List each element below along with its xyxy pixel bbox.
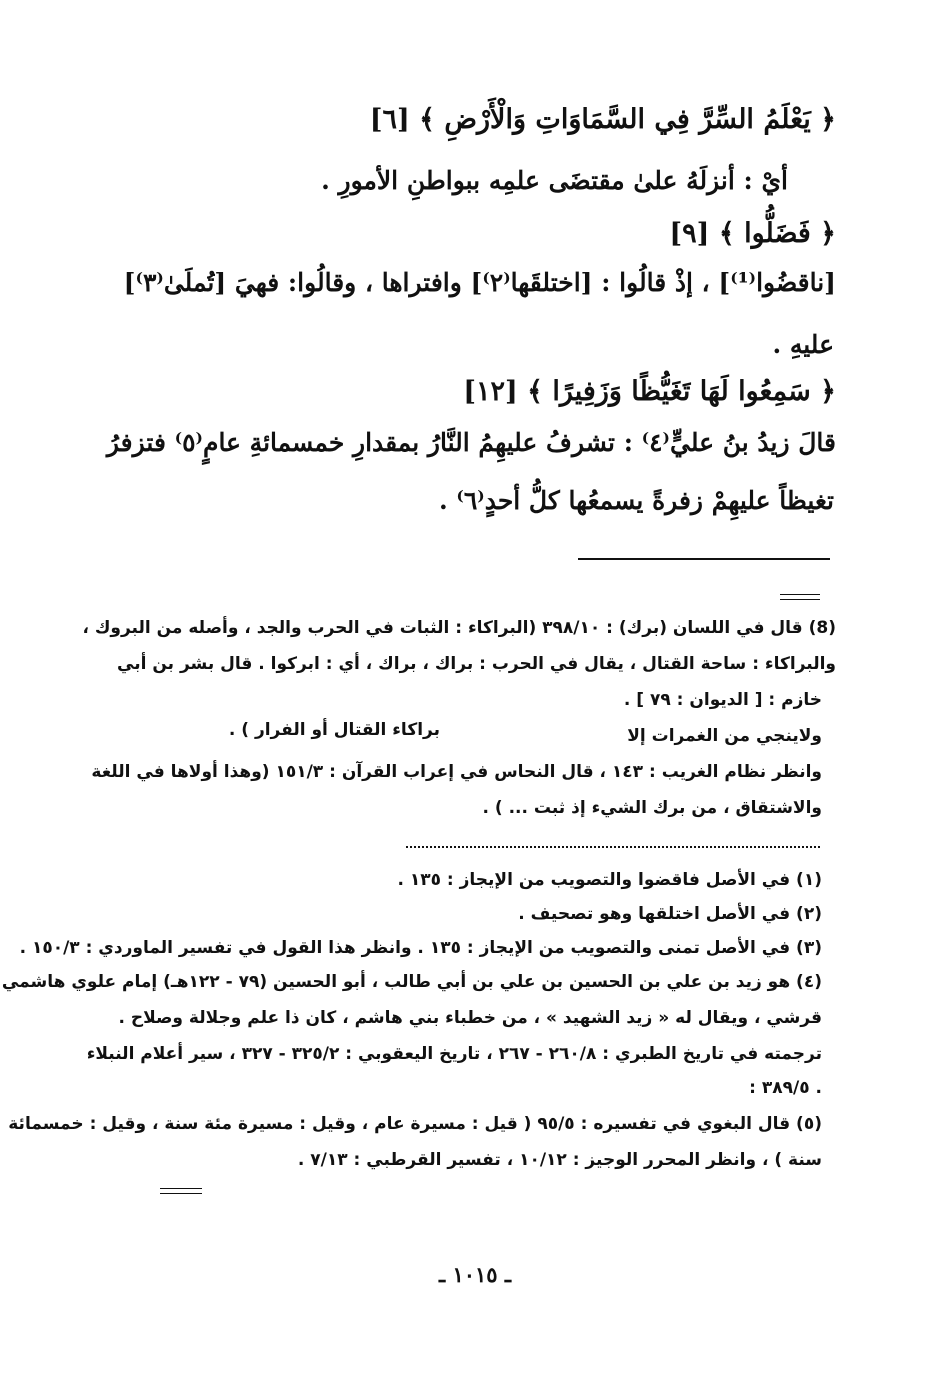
- footnote-3: (٣) في الأصل تمنى والتصويب من الإيجاز : ١٣٥ . وانظر هذا القول في تفسير الماوردي : ١٥٠/٣ .: [19, 938, 822, 958]
- footnote-4-line-1: (٤) هو زيد بن علي بن الحسين بن علي بن أبي طالب ، أبو الحسين (٧٩ - ١٢٢هـ) إمام علوي هاشمي: [1, 972, 822, 992]
- page-number: ـ ١٠١٥ ـ: [438, 1262, 512, 1287]
- poem-hemistich-left: براكاء القتال أو الفرار ) .: [228, 720, 440, 740]
- main-text-separator: [578, 558, 830, 560]
- poem-hemistich-right: ولاينجي من الغمرات إلا: [627, 726, 822, 746]
- footnote-marker-bottom: [160, 1188, 202, 1189]
- verse-6: ﴿ يَعْلَمُ السِّرَّ فِي السَّمَاوَاتِ وَالْأَرْضِ ﴾ [٦]: [369, 104, 836, 135]
- commentary-line-1: أيْ : أنزلَهُ علىٰ مقتضَى علمِه ببواطنِ الأمورِ .: [321, 166, 788, 195]
- commentary-line-5: تغيظاً عليهِمْ زفرةً يسمعُها كلُّ أحدٍ⁽٦⁾ .: [438, 486, 834, 515]
- footnote-2: (٢) في الأصل اختلقها وهو تصحيف .: [518, 904, 822, 924]
- prev-footnote-line-2: والبراكاء : ساحة القتال ، يقال في الحرب : براك ، براك ، أي : ابركوا . قال بشر بن أبي: [117, 654, 836, 674]
- prev-footnote-line-6: والاشتقاق ، من برك الشيء إذ ثبت ... ) .: [482, 798, 822, 818]
- footnote-4-line-4: : ٣٨٩/٥ .: [749, 1078, 822, 1098]
- footnote-marker-bottom-2: [160, 1193, 202, 1194]
- prev-footnote-line-5: وانظر نظام الغريب : ١٤٣ ، قال النحاس في إعراب القرآن : ١٥١/٣ (وهذا أولاها في اللغة: [91, 762, 822, 782]
- verse-9: ﴿ فَضَلُّوا ﴾ [٩]: [669, 218, 836, 249]
- footnote-marker-top: [780, 594, 820, 595]
- verse-12: ﴿ سَمِعُوا لَهَا تَغَيُّظًا وَزَفِيرًا ﴾ [١٢]: [463, 376, 836, 407]
- footnote-4-line-2: قرشي ، ويقال له « زيد الشهيد » ، من خطباء بني هاشم ، كان ذا علم وجلالة وصلاح .: [118, 1008, 822, 1028]
- footnote-5-line-2: سنة ) ، وانظر المحرر الوجيز : ١٠/١٢ ، تفسير القرطبي : ٧/١٣ .: [297, 1150, 822, 1170]
- prev-footnote-line-1: (8) قال في اللسان (برك) : ٣٩٨/١٠ (البراكاء : الثبات في الحرب والجد ، وأصله من البروك ،: [82, 618, 836, 638]
- footnote-1: (١) في الأصل فاقضوا والتصويب من الإيجاز : ١٣٥ .: [397, 870, 822, 890]
- footnote-marker-top-2: [780, 599, 820, 600]
- commentary-line-2: [ناقضُوا⁽¹⁾] ، إذْ قالُوا : [اختلقَها⁽٢⁾] وافتراها ، وقالُوا: فهيَ [تُملَىٰ⁽٣⁾]: [123, 268, 836, 297]
- footnote-5-line-1: (٥) قال البغوي في تفسيره : ٩٥/٥ ( قيل : مسيرة عام ، وقيل : مسيرة مئة سنة ، وقيل : خمسمائة: [8, 1114, 822, 1134]
- footnote-dotted-separator: [406, 846, 820, 848]
- footnote-4-line-3: ترجمته في تاريخ الطبري : ٢٦٠/٨ - ٢٦٧ ، تاريخ اليعقوبي : ٣٢٥/٢ - ٣٢٧ ، سير أعلام النبلاء: [86, 1044, 822, 1064]
- prev-footnote-line-3: خازم : [ الديوان : ٧٩ ] .: [623, 690, 822, 710]
- commentary-line-3: عليهِ .: [772, 330, 834, 359]
- commentary-line-4: قالَ زيدُ بنُ عليٍّ⁽٤⁾ : تشرفُ عليهِمُ النَّارُ بمقدارِ خمسمائةِ عامٍ⁽٥⁾ فتزفرُ: [106, 428, 836, 457]
